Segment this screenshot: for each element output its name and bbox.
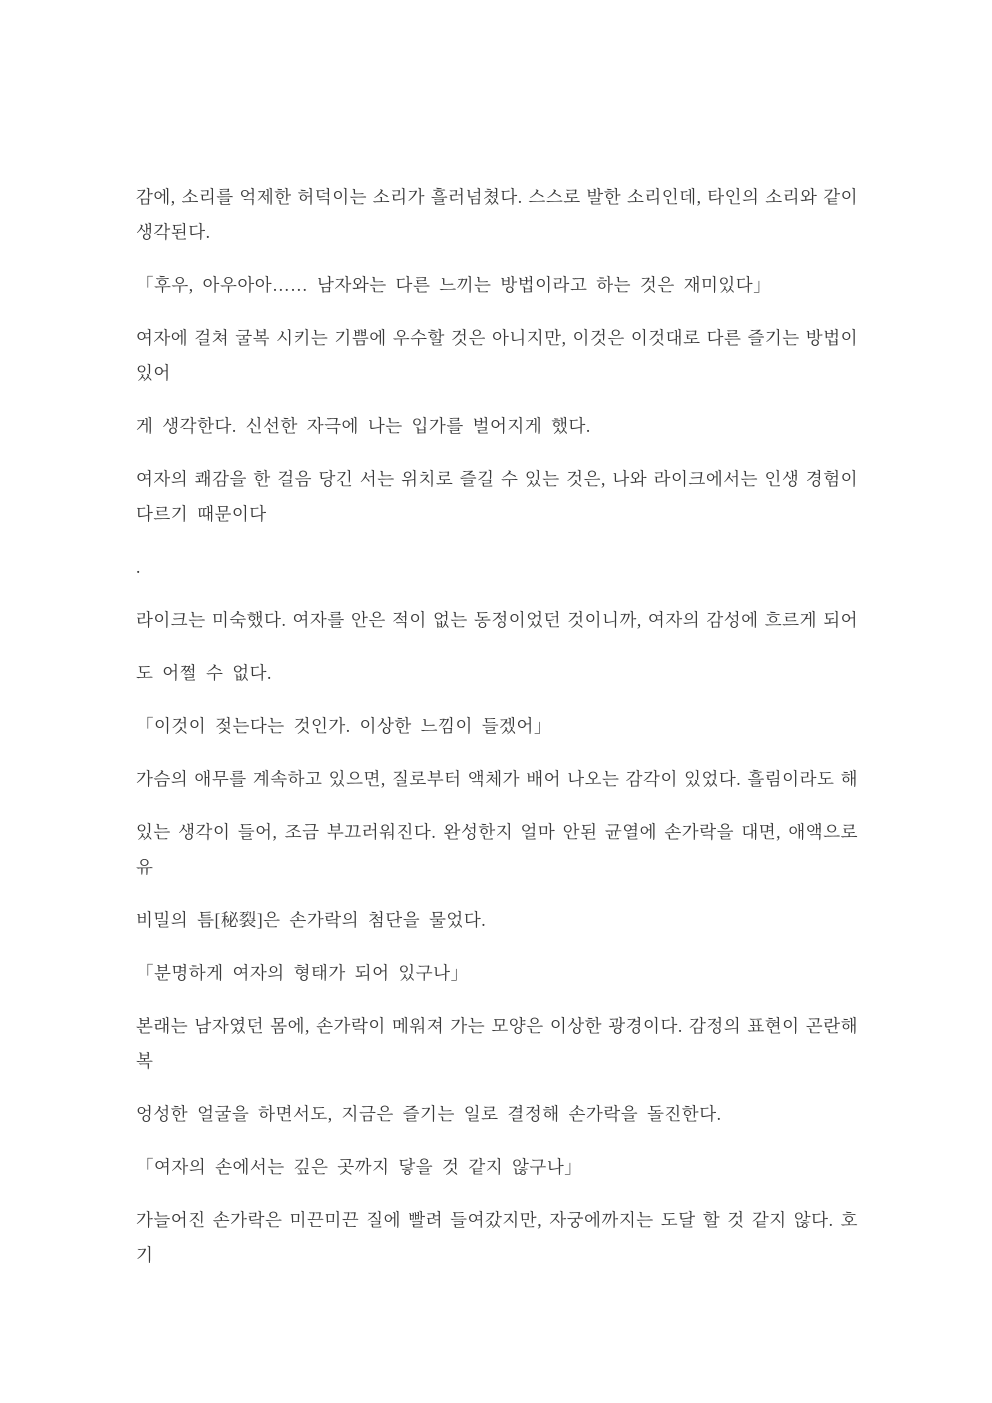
text-line: 복	[136, 1051, 154, 1071]
quote-paragraph	[136, 268, 858, 303]
text-line: 가슴의 애무를 계속하고 있으면, 질로부터 액체가 배어 나오는 감각이 있었다. 흘림이라도 해	[136, 769, 858, 789]
document-body	[136, 180, 858, 1291]
text-line: 기	[136, 1245, 154, 1265]
paragraph	[136, 409, 858, 444]
paragraph	[136, 603, 858, 638]
text-line: 라이크는 미숙했다. 여자를 안은 적이 없는 동정이었던 것이니까, 여자의 감성에 흐르게 되어	[136, 610, 858, 630]
text-line: 엉성한 얼굴을 하면서도, 지금은 즐기는 일로 결정해 손가락을 돌진한다.	[136, 1104, 722, 1124]
text-line: 다르기 때문이다	[136, 504, 267, 524]
paragraph	[136, 180, 858, 250]
paragraph	[136, 1097, 858, 1132]
paragraph	[136, 321, 858, 391]
text-line: 본래는 남자였던 몸에, 손가락이 메워져 가는 모양은 이상한 광경이다. 감정의 표현이 곤란해	[136, 1016, 858, 1036]
text-line: 게 생각한다. 신선한 자극에 나는 입가를 벌어지게 했다.	[136, 416, 591, 436]
text-line: 가늘어진 손가락은 미끈미끈 질에 빨려 들여갔지만, 자궁에까지는 도달 할 것 같지 않다. 호	[136, 1210, 858, 1230]
paragraph	[136, 903, 858, 938]
paragraph	[136, 762, 858, 797]
paragraph	[136, 550, 858, 585]
text-line: 「여자의 손에서는 깊은 곳까지 닿을 것 같지 않구나」	[136, 1157, 583, 1177]
text-line: 여자의 쾌감을 한 걸음 당긴 서는 위치로 즐길 수 있는 것은, 나와 라이크에서는 인생 경험이	[136, 469, 858, 489]
paragraph	[136, 815, 858, 885]
paragraph	[136, 1203, 858, 1273]
text-line: 여자에 걸쳐 굴복 시키는 기쁨에 우수할 것은 아니지만, 이것은 이것대로 다른 즐기는 방법이	[136, 328, 858, 348]
quote-paragraph	[136, 709, 858, 744]
text-line: 유	[136, 857, 154, 877]
paragraph	[136, 656, 858, 691]
text-line: 있는 생각이 들어, 조금 부끄러워진다. 완성한지 얼마 안된 균열에 손가락을 대면, 애액으로	[136, 822, 858, 842]
text-line: 「분명하게 여자의 형태가 되어 있구나」	[136, 963, 469, 983]
text-line: 생각된다.	[136, 222, 211, 242]
text-line: 「이것이 젖는다는 것인가. 이상한 느낌이 들겠어」	[136, 716, 552, 736]
text-line: 비밀의 틈[秘裂]은 손가락의 첨단을 물었다.	[136, 910, 487, 930]
text-line: .	[136, 557, 141, 577]
text-line: 「후우, 아우아아…… 남자와는 다른 느끼는 방법이라고 하는 것은 재미있다」	[136, 275, 772, 295]
paragraph	[136, 1009, 858, 1079]
quote-paragraph	[136, 1150, 858, 1185]
quote-paragraph	[136, 956, 858, 991]
text-line: 감에, 소리를 억제한 허덕이는 소리가 흘러넘쳤다. 스스로 발한 소리인데, 타인의 소리와 같이	[136, 187, 858, 207]
text-line: 있어	[136, 363, 171, 383]
text-line: 도 어쩔 수 없다.	[136, 663, 272, 683]
paragraph	[136, 462, 858, 532]
